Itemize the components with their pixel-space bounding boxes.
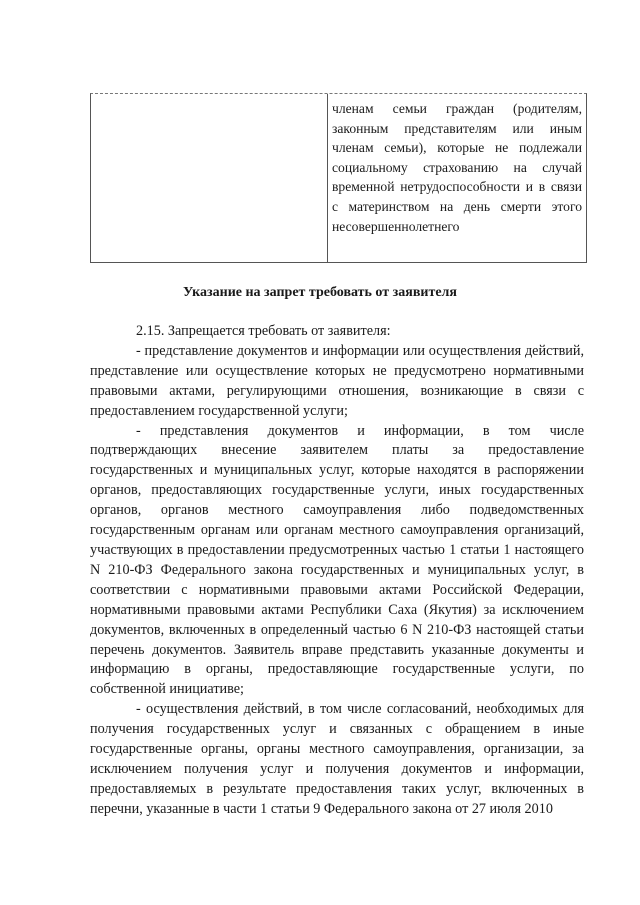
table-cell-right	[328, 94, 586, 262]
table-fragment	[90, 93, 587, 263]
section-body	[90, 322, 584, 820]
paragraph: 2.15. Запрещается требовать от заявителя:	[136, 323, 391, 339]
table-cell-left	[91, 94, 328, 262]
table-cell-text: членам семьи граждан (родителям, законным представителям или иным членам семьи), которые не подлежали социальному страхованию на случай временной нетрудоспособности и в связи с материнством на день смерти этого несовершеннолетнего	[332, 101, 582, 234]
paragraph: - представление документов и информации или осуществления действий, представление или осуществление которых не предусмотрено нормативными правовыми актами, регулирующими отношения, возникающие в связи с предоставлением государственной услуги;	[90, 342, 584, 419]
section-heading: Указание на запрет требовать от заявителя	[183, 285, 457, 300]
paragraph: - осуществления действий, в том числе согласований, необходимых для получения государственных услуг и связанных с обращением в иные государственные органы, органы местного самоуправления, организации, за исключением получения услуг и получения документов и информации, предоставляемых в результате предоставления таких услуг, включенных в перечни, указанные в части 1 статьи 9 Федерального закона от 27 июля 2010	[90, 701, 584, 817]
paragraph: - представления документов и информации, в том числе подтверждающих внесение заявителем платы за предоставление государственных и муниципальных услуг, которые находятся в распоряжении органов, предоставляющих государственные услуги, иных государственных органов, органов местного самоуправления либо подведомственных государственным органам или органам местного самоуправления организаций, участвующих в предоставлении предусмотренных частью 1 статьи 1 настоящего N 210-ФЗ Федерального закона государственных и муниципальных услуг, в соответствии с нормативными правовыми актами Российской Федерации, нормативными правовыми актами Республики Саха (Якутия) за исключением документов, включенных в определенный частью 6 N 210-ФЗ настоящей статьи перечень документов. Заявитель вправе представить указанные документы и информацию в органы, предоставляющие государственные услуги, по собственной инициативе;	[90, 422, 584, 698]
